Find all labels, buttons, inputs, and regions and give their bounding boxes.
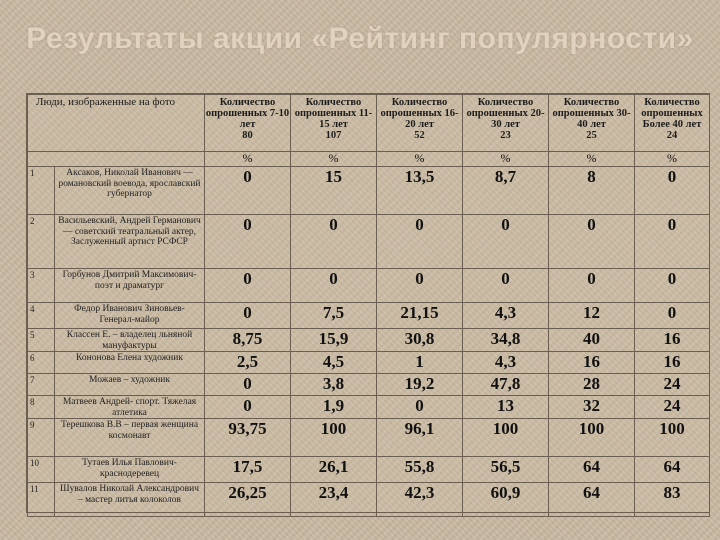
percent-value: 0 — [205, 374, 291, 396]
row-number: 4 — [28, 303, 55, 329]
table-row — [28, 215, 710, 269]
percent-value: 0 — [377, 215, 463, 269]
percent-value: 0 — [463, 269, 549, 303]
percent-value: 64 — [549, 457, 635, 483]
percent-value: 96,1 — [377, 419, 463, 457]
percent-value: 17,5 — [205, 457, 291, 483]
percent-value: 2,5 — [205, 352, 291, 374]
percent-value: 0 — [549, 269, 635, 303]
table-row — [28, 167, 710, 215]
group-label: Количество опрошенных Более 40 лет — [641, 97, 703, 130]
person-cell: Горбунов Дмитрий Максимович- поэт и драматург — [55, 269, 205, 303]
percent-value: 64 — [549, 483, 635, 517]
group-header — [205, 95, 291, 152]
group-count: 23 — [500, 130, 511, 141]
table-body — [28, 152, 710, 517]
percent-value: 15 — [291, 167, 377, 215]
row-number: 9 — [28, 419, 55, 457]
percent-value: 24 — [635, 396, 710, 419]
table-row — [28, 352, 710, 374]
percent-value: 16 — [549, 352, 635, 374]
percent-value: 0 — [205, 167, 291, 215]
percent-sign: % — [291, 152, 377, 167]
percent-sign: % — [549, 152, 635, 167]
row-number: 1 — [28, 167, 55, 215]
percent-value: 55,8 — [377, 457, 463, 483]
percent-value: 28 — [549, 374, 635, 396]
header-row — [28, 95, 710, 152]
percent-value: 0 — [205, 396, 291, 419]
person-cell: Терешкова В.В – первая женщина космонавт — [55, 419, 205, 457]
percent-value: 100 — [291, 419, 377, 457]
table-row — [28, 457, 710, 483]
row-number: 8 — [28, 396, 55, 419]
person-cell: Матвеев Андрей- спорт. Тяжелая атлетика — [55, 396, 205, 419]
percent-sign: % — [635, 152, 710, 167]
percent-value: 7,5 — [291, 303, 377, 329]
table-row — [28, 483, 710, 517]
percent-value: 4,3 — [463, 303, 549, 329]
person-cell: Классен Е. – владелец льняной мануфактуры — [55, 329, 205, 352]
results-table — [26, 93, 710, 513]
percent-value: 26,1 — [291, 457, 377, 483]
table-row — [28, 396, 710, 419]
percent-value: 21,15 — [377, 303, 463, 329]
percent-value: 12 — [549, 303, 635, 329]
percent-value: 0 — [635, 215, 710, 269]
table-row — [28, 374, 710, 396]
person-cell: Федор Иванович Зиновьев-Генерал-майор — [55, 303, 205, 329]
slide-title: Результаты акции «Рейтинг популярности» — [26, 22, 694, 55]
group-count: 80 — [242, 130, 253, 141]
person-cell: Можаев – художник — [55, 374, 205, 396]
percent-value: 60,9 — [463, 483, 549, 517]
row-number: 7 — [28, 374, 55, 396]
percent-value: 8 — [549, 167, 635, 215]
percent-value: 30,8 — [377, 329, 463, 352]
group-count: 107 — [325, 130, 342, 141]
percent-value: 0 — [291, 215, 377, 269]
person-cell: Шувалов Николай Александрович – мастер литья колоколов — [55, 483, 205, 517]
percent-value: 26,25 — [205, 483, 291, 517]
group-label: Количество опрошенных 16-20 лет — [380, 97, 459, 130]
row-number: 2 — [28, 215, 55, 269]
percent-value: 1,9 — [291, 396, 377, 419]
group-header — [549, 95, 635, 152]
person-column-header: Люди, изображенные на фото — [28, 95, 205, 152]
percent-value: 100 — [635, 419, 710, 457]
group-header — [463, 95, 549, 152]
table-row — [28, 303, 710, 329]
row-number: 3 — [28, 269, 55, 303]
percent-value: 100 — [463, 419, 549, 457]
table-row — [28, 419, 710, 457]
percent-value: 13,5 — [377, 167, 463, 215]
percent-sign: % — [463, 152, 549, 167]
group-label: Количество опрошенных 7-10 лет — [205, 97, 290, 130]
person-cell: Васильевский, Андрей Германович — советский театральный актер, Заслуженный артист РСФСР — [55, 215, 205, 269]
percent-value: 0 — [635, 167, 710, 215]
rating-table — [27, 94, 710, 517]
percent-value: 0 — [635, 303, 710, 329]
percent-value: 56,5 — [463, 457, 549, 483]
percent-value: 32 — [549, 396, 635, 419]
percent-value: 42,3 — [377, 483, 463, 517]
person-cell: Тутаев Илья Павлович- краснодеревец — [55, 457, 205, 483]
percent-value: 16 — [635, 329, 710, 352]
percent-value: 0 — [205, 303, 291, 329]
percent-value: 24 — [635, 374, 710, 396]
table-row — [28, 269, 710, 303]
percent-value: 83 — [635, 483, 710, 517]
percent-value: 0 — [463, 215, 549, 269]
percent-value: 93,75 — [205, 419, 291, 457]
percent-value: 0 — [549, 215, 635, 269]
percent-value: 0 — [377, 269, 463, 303]
group-count: 52 — [414, 130, 425, 141]
percent-value: 13 — [463, 396, 549, 419]
percent-value: 40 — [549, 329, 635, 352]
percent-value: 0 — [205, 269, 291, 303]
group-label: Количество опрошенных 20-30 лет — [466, 97, 545, 130]
percent-sign: % — [377, 152, 463, 167]
percent-row-spacer — [28, 152, 205, 167]
percent-value: 47,8 — [463, 374, 549, 396]
percent-value: 23,4 — [291, 483, 377, 517]
percent-sign: % — [205, 152, 291, 167]
person-cell: Кононова Елена художник — [55, 352, 205, 374]
percent-value: 15,9 — [291, 329, 377, 352]
percent-value: 1 — [377, 352, 463, 374]
group-count: 24 — [666, 130, 678, 141]
percent-value: 8,75 — [205, 329, 291, 352]
group-header — [291, 95, 377, 152]
percent-value: 34,8 — [463, 329, 549, 352]
group-count: 25 — [586, 130, 597, 141]
group-header — [635, 95, 710, 152]
percent-row — [28, 152, 710, 167]
percent-value: 8,7 — [463, 167, 549, 215]
group-label: Количество опрошенных 11-15 лет — [294, 97, 373, 130]
percent-value: 0 — [291, 269, 377, 303]
percent-value: 0 — [635, 269, 710, 303]
person-cell: Аксаков, Николай Иванович — романовский воевода, ярославский губернатор — [55, 167, 205, 215]
group-header — [377, 95, 463, 152]
percent-value: 3,8 — [291, 374, 377, 396]
percent-value: 4,5 — [291, 352, 377, 374]
row-number: 11 — [28, 483, 55, 517]
percent-value: 64 — [635, 457, 710, 483]
row-number: 10 — [28, 457, 55, 483]
percent-value: 16 — [635, 352, 710, 374]
row-number: 6 — [28, 352, 55, 374]
row-number: 5 — [28, 329, 55, 352]
percent-value: 0 — [377, 396, 463, 419]
table-row — [28, 329, 710, 352]
group-label: Количество опрошенных 30-40 лет — [552, 97, 631, 130]
percent-value: 0 — [205, 215, 291, 269]
percent-value: 19,2 — [377, 374, 463, 396]
percent-value: 4,3 — [463, 352, 549, 374]
percent-value: 100 — [549, 419, 635, 457]
